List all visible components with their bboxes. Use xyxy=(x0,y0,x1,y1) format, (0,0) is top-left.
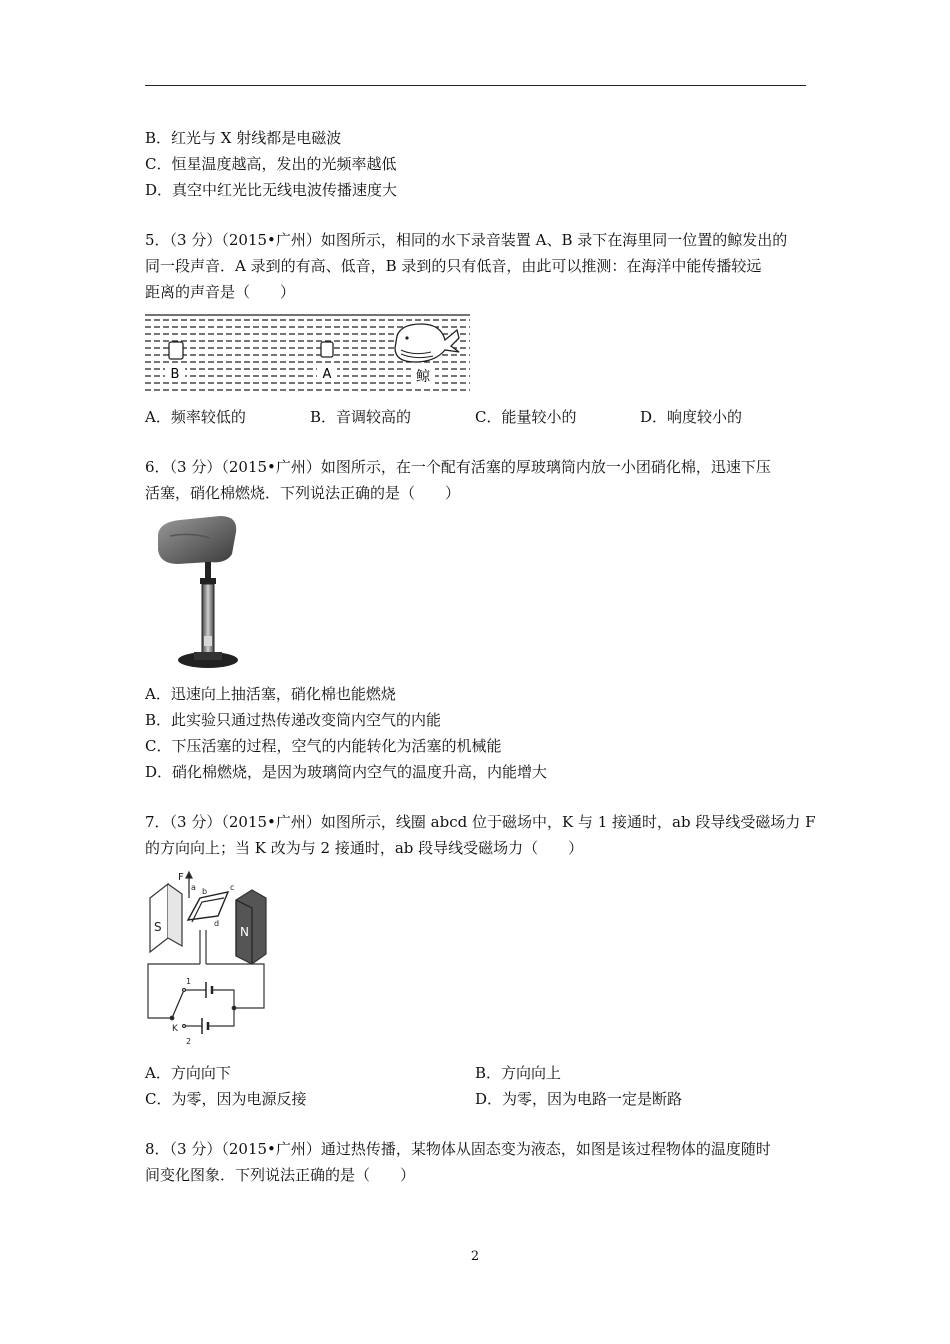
q5-stem-line1: 5．（3 分）（2015•广州）如图所示，相同的水下录音装置 A、B 录下在海里同一位置的鲸发出的 xyxy=(145,231,788,249)
q8-stem-line2: 间变化图象．下列说法正确的是（ ） xyxy=(145,1166,416,1184)
q5-option-a: A．频率较低的 xyxy=(145,408,246,426)
label-2: 2 xyxy=(186,1037,192,1046)
q7-motor-figure xyxy=(144,868,269,1048)
q6-piston-figure xyxy=(150,514,245,674)
q5-stem-line2: 同一段声音．A 录到的有高、低音，B 录到的只有低音，由此可以推测：在海洋中能传播较远 xyxy=(145,257,762,275)
q7-stem-line1: 7．（3 分）（2015•广州）如图所示，线圈 abcd 位于磁场中，K 与 1 接通时，ab 段导线受磁场力 F xyxy=(145,813,816,831)
q7-option-d: D．为零，因为电路一定是断路 xyxy=(475,1090,683,1108)
label-a: A xyxy=(322,367,332,382)
q6-option-a: A．迅速向上抽活塞，硝化棉也能燃烧 xyxy=(145,685,396,703)
label-coil-d: d xyxy=(214,919,220,928)
recorder-a-icon xyxy=(321,342,333,357)
label-coil-a: a xyxy=(191,883,196,892)
q6-option-d: D．硝化棉燃烧，是因为玻璃筒内空气的温度升高，内能增大 xyxy=(145,763,548,781)
magnet-s-face xyxy=(150,884,168,952)
q8-stem-line1: 8．（3 分）（2015•广州）通过热传播，某物体从固态变为液态，如图是该过程物体的温度随时 xyxy=(145,1140,771,1158)
circuit-wire-left xyxy=(148,964,200,1018)
label-n: N xyxy=(240,925,249,939)
q4-option-c: C．恒星温度越高，发出的光频率越低 xyxy=(145,155,397,173)
label-whale: 鲸 xyxy=(416,369,430,385)
q5-option-d: D．响度较小的 xyxy=(640,408,743,426)
hand-icon xyxy=(158,516,236,564)
nitrocotton xyxy=(204,636,212,646)
label-coil-c: c xyxy=(230,883,235,892)
q6-stem-line1: 6．（3 分）（2015•广州）如图所示，在一个配有活塞的厚玻璃筒内放一小团硝化棉，迅速下压 xyxy=(145,458,771,476)
q5-ocean-figure xyxy=(145,312,470,394)
q5-option-b: B．音调较高的 xyxy=(310,408,412,426)
recorder-b-icon xyxy=(169,342,183,359)
label-coil-b: b xyxy=(202,887,208,896)
q6-stem-line2: 活塞，硝化棉燃烧．下列说法正确的是（ ） xyxy=(145,484,461,502)
q6-option-c: C．下压活塞的过程，空气的内能转化为活塞的机械能 xyxy=(145,737,502,755)
q7-option-b: B．方向向上 xyxy=(475,1064,562,1082)
whale-icon xyxy=(395,324,459,362)
label-f: F xyxy=(178,872,184,883)
coil-abcd xyxy=(188,892,228,920)
q5-stem-line3: 距离的声音是（ ） xyxy=(145,283,296,301)
q7-option-c: C．为零，因为电源反接 xyxy=(145,1090,307,1108)
piston-rod xyxy=(205,562,211,580)
header-rule xyxy=(145,85,806,86)
circuit-wire-right xyxy=(206,964,264,1008)
q7-option-a: A．方向向下 xyxy=(145,1064,231,1082)
page-number: 2 xyxy=(470,1249,480,1264)
q4-option-b: B．红光与 X 射线都是电磁波 xyxy=(145,129,342,147)
label-b: B xyxy=(170,367,180,382)
q6-option-b: B．此实验只通过热传递改变筒内空气的内能 xyxy=(145,711,442,729)
switch-k xyxy=(172,990,184,1018)
q5-option-c: C．能量较小的 xyxy=(475,408,577,426)
label-k: K xyxy=(172,1024,178,1034)
label-1: 1 xyxy=(186,977,192,986)
q4-option-d: D．真空中红光比无线电波传播速度大 xyxy=(145,181,398,199)
label-s: S xyxy=(154,920,162,934)
q7-stem-line2: 的方向向上；当 K 改为与 2 接通时，ab 段导线受磁场力（ ） xyxy=(145,839,584,857)
